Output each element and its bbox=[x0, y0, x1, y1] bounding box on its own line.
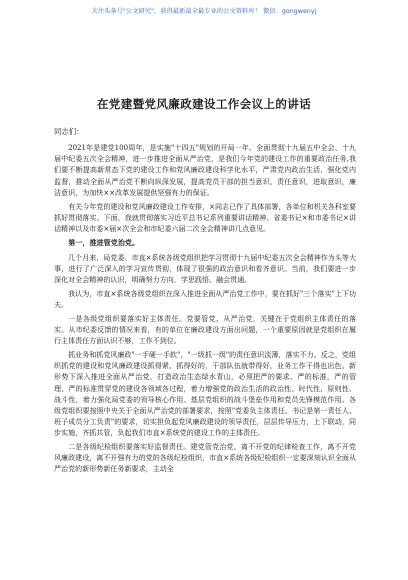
salutation: 同志们： bbox=[54, 127, 84, 136]
paragraph: 二是各级纪检组织要落实好监督责任。建党管党治党，离不开党的纪律检查工作，离不开党风廉政建设，离不开强有力的党的各级纪检组织，市直×系统各级纪检组织一定要深刻认识全面从严治党的新形势新任务新要求，主动全 bbox=[54, 442, 356, 474]
header-banner[interactable]: 关注头条号"公文研究"，获得最新最全最专业的公文资料库！ 微信：gongwenyj bbox=[91, 8, 317, 15]
paragraph: 抓业务和抓党风廉政"一手硬一手软"，"一级抓一级"的责任意识淡薄，落实不力。反之，党组织抓党的建设和党风廉政建设抓得紧、抓得好的，干部队伍就带得好，业务工作干得也出色。新形势下深入推进全面从严治党，打造政治生态绿水青山，必须把严的要求、严的标准，严的管理、严的标准贯穿党的建设各领域各过程，着力增强党的政治生活的政治性、时代性、原则性、战斗性，着力强化局党委的领导核心作用、基层党组织的战斗堡垒作用和党员先锋模范作用。各级党组织要按照中央关于全面从严治党的部署要求，按照"党委负主体责任、书记是第一责任人、班子成员分工负责"的要求，切实担负起党风廉政建设的领导责任，层层传导压力，上下联动，同步实施，齐抓共管，负起我们市直×系统党的建设工作的主体责任。 bbox=[54, 349, 356, 438]
paragraph: 几个月来，局党委、市直×系统各级党组织把学习贯彻十九届中纪委五次全会精神作为头等大事，进行了广泛深入的学习宣传贯彻，体现了很强的政治意识和看齐意识。当前，我们要进一步深化对全会精神的认识，明确努力方向，学思践悟、融会贯通。 bbox=[54, 252, 356, 285]
paragraph: 2021年是建党100周年，是实施"十四五"规划的开局一年、全面贯彻十九届五中全会、十九届中纪委五次全会精神，进一步推进全面从严治党，是我们今年党的建设工作的重要政治任务,我们要不断提高新常态下党的建设工作和党风廉政建设科学化水平，严肃党内政治生活，强化党内监督，推动全面从严治党不断向纵深发展，提高党员干部的担当意识、责任意识，进取意识，廉洁意识，为加快××改革发展提供坚强有力的保证。 bbox=[54, 143, 356, 197]
speech-body bbox=[54, 141, 356, 477]
paragraph: 一是各级党组织要落实好主体责任。党要管党、从严治党，关键在于党组织主体责任的落实。从市纪委反馈的情况来看，有的单位在廉政建设方面出问题，一个重要原因就是党组织在履行主体责任方面认识不够，工作不到位。 bbox=[54, 313, 356, 346]
section-heading: 第一，推进管党治党。 bbox=[68, 237, 140, 247]
paragraph: 我认为，市直×系统各级党组织在深入推进全面从严治党工作中，要在抓好"三个落实"上下功夫。 bbox=[54, 288, 356, 310]
page-title: 在党建暨党风廉政建设工作会议上的讲话 bbox=[96, 97, 312, 111]
paragraph: 有关今年党的建设和党风廉政建设工作安排，×同志已作了具体部署，各单位和机关各科室要抓好贯彻落实。下面，我就贯彻落实习近平总书记系列重要讲话精神、省委书记×和市委书记×讲话精神以及市委×届×次全会和市纪委六届二次全会精神讲几点意见。 bbox=[54, 201, 356, 233]
